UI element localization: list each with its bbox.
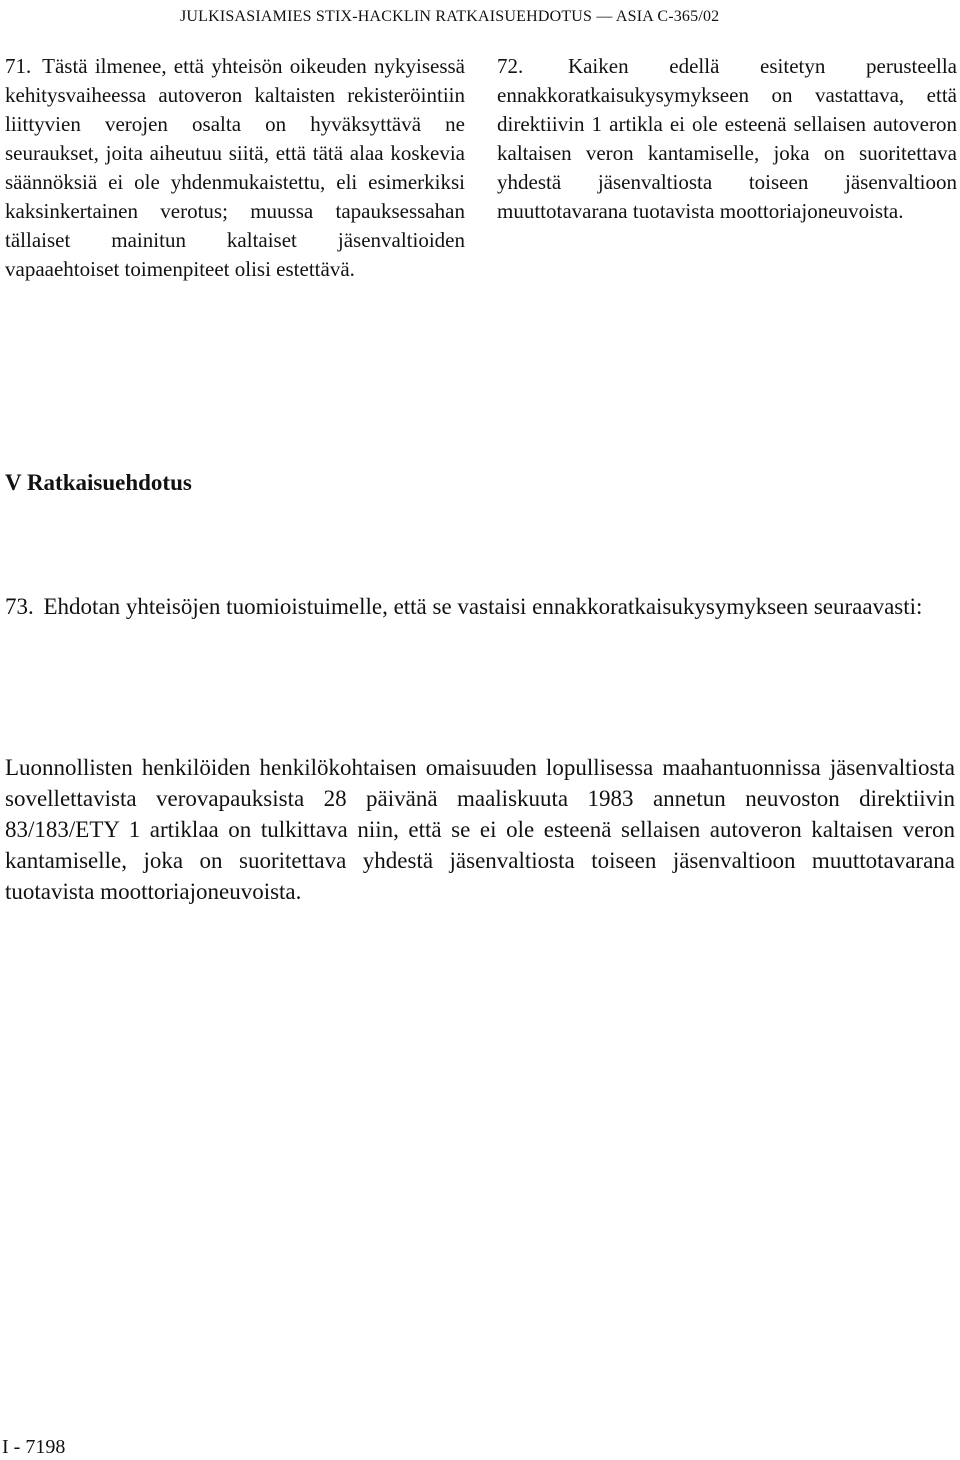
running-header: JULKISASIAMIES STIX-HACKLIN RATKAISUEHDOTUS — ASIA C-365/02 [180, 8, 720, 25]
operative-text: Luonnollisten henkilöiden henkilökohtaisen omaisuuden lopullisessa maahantuonnissa jäsenvaltiosta sovellettavista verovapauksista 28 päivänä maaliskuuta 1983 annetun neuvoston direktiivin 83/183/ETY 1 artiklaa on tulkittava niin, että se ei ole esteenä sellaisen autoveron kaltaisen veron kantamiselle, joka on suoritettava yhdestä jäsenvaltiosta toiseen jäsenvaltioon muuttotavarana tuotavista moottoriajoneuvoista. [5, 755, 955, 904]
paragraph-73 [5, 591, 955, 622]
paragraph-text: Tästä ilmenee, että yhteisön oikeuden nykyisessä kehitysvaiheessa autoveron kaltaisten rekisteröintiin liittyvien verojen osalta on hyväksyttävä ne seuraukset, joita aiheutuu siitä, että tätä alaa koskevia säännöksiä ei ole yhdenmukaistettu, eli esimerkiksi kaksinkertainen verotus; muussa tapauksessahan tällaiset mainitun kaltaiset jäsenvaltioiden vapaaehtoiset toimenpiteet olisi estettävä. [5, 54, 465, 281]
paragraph-number: 72. [497, 54, 524, 78]
paragraph-text: Ehdotan yhteisöjen tuomioistuimelle, että se vastaisi ennakkoratkaisukysymykseen seuraavasti: [43, 594, 923, 619]
paragraph-number: 71. [5, 54, 32, 78]
paragraph-number: 73. [5, 594, 34, 619]
paragraph-72 [497, 52, 957, 226]
paragraph-71 [5, 52, 465, 284]
page-number: I - 7198 [2, 1436, 66, 1458]
section-heading: V Ratkaisuehdotus [5, 470, 192, 495]
paragraph-text: Kaiken edellä esitetyn perusteella ennakkoratkaisukysymykseen on vastattava, että direktiivin 1 artikla ei ole esteenä sellaisen autoveron kaltaisen veron kantamiselle, joka on suoritettava yhdestä jäsenvaltiosta toiseen jäsenvaltioon muuttotavarana tuotavista moottoriajoneuvoista. [497, 54, 958, 223]
